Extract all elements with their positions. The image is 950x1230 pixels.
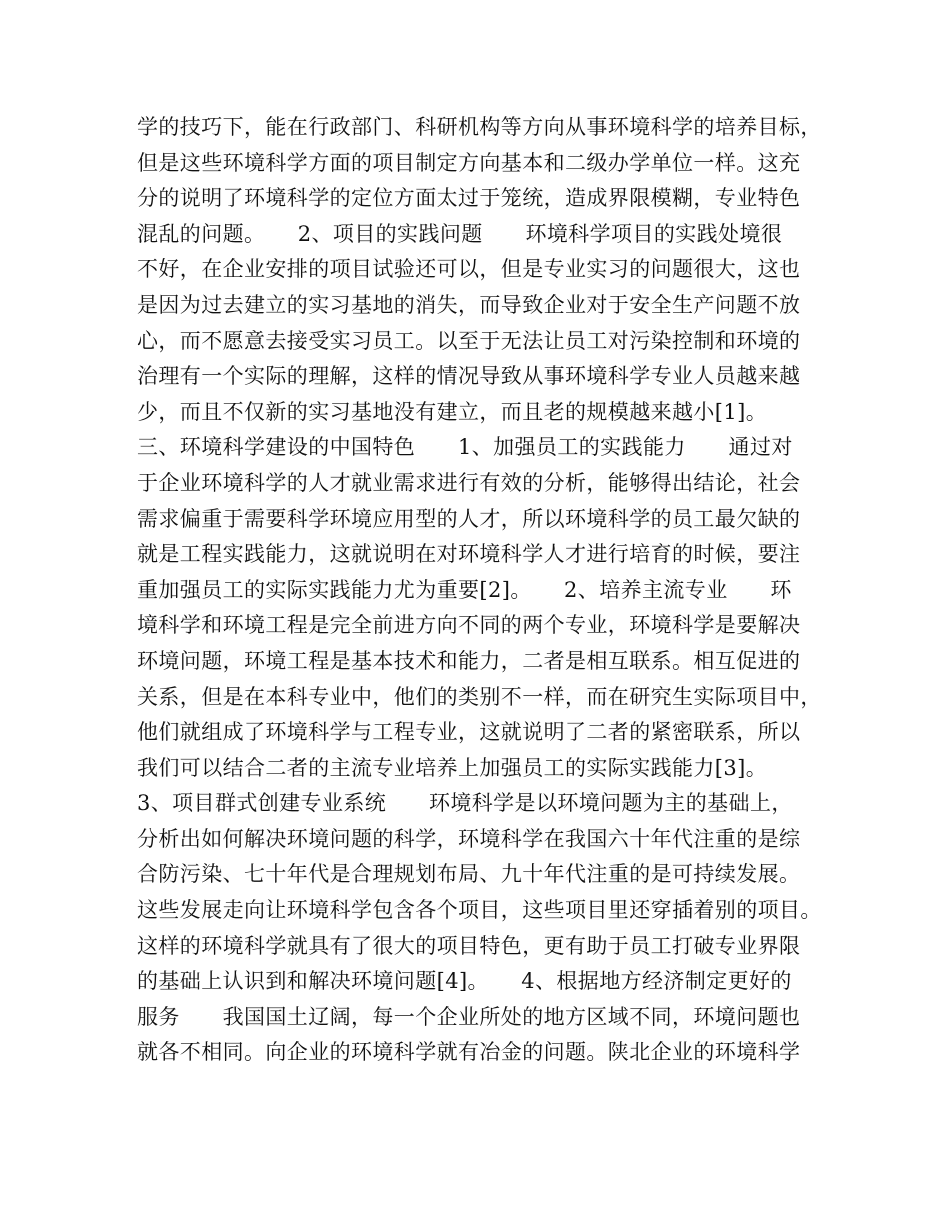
text-line: 学的技巧下，能在行政部门、科研机构等方向从事环境科学的培养目标， (137, 115, 822, 139)
text-line: 合防污染、七十年代是合理规划布局、九十年代注重的是可持续发展。 (137, 862, 801, 887)
text-line: 关系，但是在本科专业中，他们的类别不一样，而在研究生实际项目中， (137, 684, 822, 709)
text-line: 心，而不愿意去接受实习员工。以至于无法让员工对污染控制和环境的 (137, 328, 801, 353)
text-line: 3、项目群式创建专业系统 环境科学是以环境问题为主的基础上， (137, 791, 793, 816)
text-line: 的基础上认识到和解决环境问题[4]。 4、根据地方经济制定更好的 (137, 969, 792, 994)
text-line: 服务 我国国土辽阔，每一个企业所处的地方区域不同，环境问题也 (137, 1004, 801, 1029)
text-line: 是因为过去建立的实习基地的消失，而导致企业对于安全生产问题不放 (137, 292, 801, 317)
text-line: 他们就组成了环境科学与工程专业，这就说明了二者的紧密联系，所以 (137, 720, 801, 745)
text-line: 不好，在企业安排的项目试验还可以，但是专业实习的问题很大，这也 (137, 257, 801, 282)
text-line: 就是工程实践能力，这就说明在对环境科学人才进行培育的时候，要注 (137, 542, 801, 567)
text-line: 三、环境科学建设的中国特色 1、加强员工的实践能力 通过对 (137, 435, 793, 460)
text-line: 分析出如何解决环境问题的科学，环境科学在我国六十年代注重的是综 (137, 826, 801, 851)
text-line: 混乱的问题。 2、项目的实践问题 环境科学项目的实践处境很 (137, 221, 783, 246)
text-line: 环境问题，环境工程是基本技术和能力，二者是相互联系。相互促进的 (137, 648, 801, 673)
text-line: 但是这些环境科学方面的项目制定方向基本和二级办学单位一样。这充 (137, 150, 801, 175)
text-line: 分的说明了环境科学的定位方面太过于笼统，造成界限模糊，专业特色 (137, 186, 801, 211)
text-line: 需求偏重于需要科学环境应用型的人才，所以环境科学的员工最欠缺的 (137, 506, 801, 531)
text-line: 这些发展走向让环境科学包含各个项目，这些项目里还穿插着别的项目。 (137, 898, 822, 923)
text-line: 境科学和环境工程是完全前进方向不同的两个专业，环境科学是要解决 (137, 613, 801, 638)
text-line: 治理有一个实际的理解，这样的情况导致从事环境科学专业人员越来越 (137, 364, 801, 389)
text-line: 于企业环境科学的人才就业需求进行有效的分析，能够得出结论，社会 (137, 470, 801, 495)
text-line: 就各不相同。向企业的环境科学就有冶金的问题。陕北企业的环境科学 (137, 1040, 801, 1065)
text-line: 重加强员工的实际实践能力尤为重要[2]。 2、培养主流专业 环 (137, 577, 792, 602)
text-line: 我们可以结合二者的主流专业培养上加强员工的实际实践能力[3]。 (137, 755, 768, 780)
text-line: 这样的环境科学就具有了很大的项目特色，更有助于员工打破专业界限 (137, 933, 801, 958)
text-line: 少，而且不仅新的实习基地没有建立，而且老的规模越来越小[1]。 (137, 399, 768, 424)
body-text (137, 110, 837, 1071)
